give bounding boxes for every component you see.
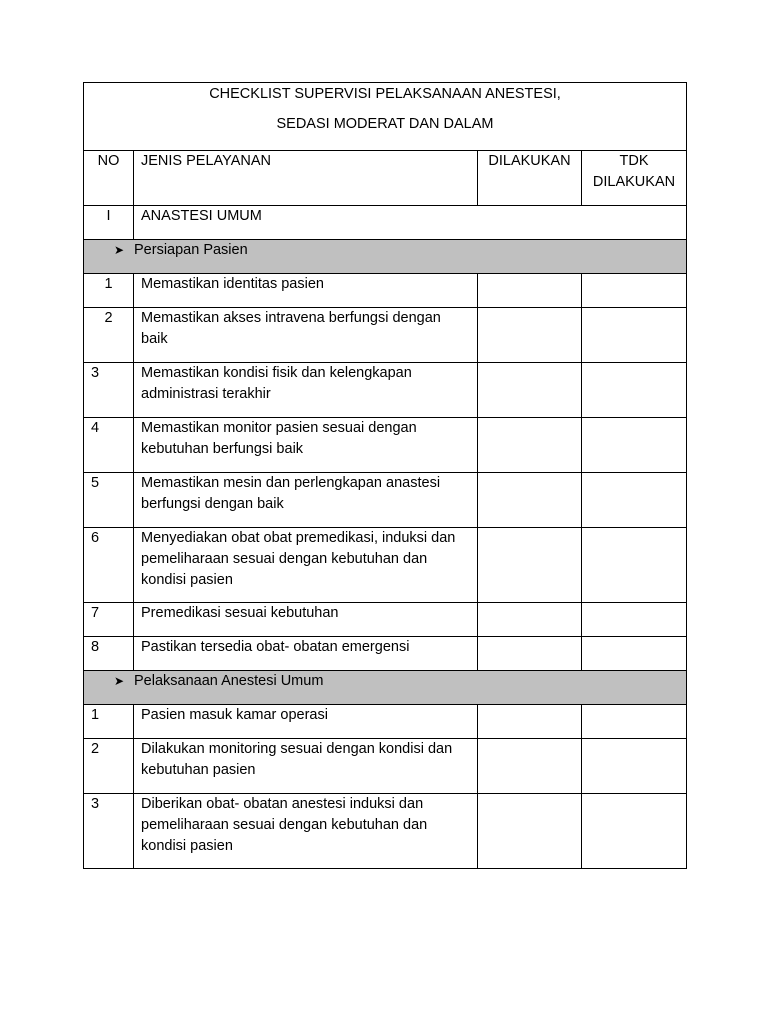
row-number: 2	[84, 739, 134, 794]
title-line-1: CHECKLIST SUPERVISI PELAKSANAAN ANESTESI,	[209, 86, 561, 102]
dilakukan-cell[interactable]	[478, 274, 582, 308]
tdk-dilakukan-cell[interactable]	[582, 363, 687, 418]
header-tdk-line-1: TDK	[619, 153, 649, 169]
checklist-row	[84, 794, 687, 869]
checklist-row	[84, 363, 687, 418]
row-number: 3	[84, 363, 134, 418]
section-label: ANASTESI UMUM	[134, 206, 687, 240]
subsection-header	[84, 671, 687, 705]
subsection-header	[84, 240, 687, 274]
subsection-label: Pelaksanaan Anestesi Umum	[134, 673, 324, 689]
row-number: 1	[84, 274, 134, 308]
row-number: 2	[84, 308, 134, 363]
row-number: 5	[84, 473, 134, 528]
dilakukan-cell[interactable]	[478, 637, 582, 671]
arrowhead-bullet-icon: ➤	[114, 243, 125, 257]
row-number: 6	[84, 528, 134, 603]
header-tdk-line-2: DILAKUKAN	[592, 174, 676, 190]
tdk-dilakukan-cell[interactable]	[582, 705, 687, 739]
tdk-dilakukan-cell[interactable]	[582, 637, 687, 671]
tdk-dilakukan-cell[interactable]	[582, 473, 687, 528]
row-number: 1	[84, 705, 134, 739]
row-description: Diberikan obat- obatan anestesi induksi dan pemeliharaan sesuai dengan kebutuhan dan kondisi pasien	[134, 794, 478, 869]
row-number: 7	[84, 603, 134, 637]
checklist-row	[84, 637, 687, 671]
row-description: Memastikan mesin dan perlengkapan anastesi berfungsi dengan baik	[134, 473, 478, 528]
dilakukan-cell[interactable]	[478, 363, 582, 418]
row-description: Premedikasi sesuai kebutuhan	[134, 603, 478, 637]
row-description: Memastikan akses intravena berfungsi dengan baik	[134, 308, 478, 363]
subsection-label: Persiapan Pasien	[134, 242, 248, 258]
dilakukan-cell[interactable]	[478, 603, 582, 637]
tdk-dilakukan-cell[interactable]	[582, 528, 687, 603]
row-description: Menyediakan obat obat premedikasi, induksi dan pemeliharaan sesuai dengan kebutuhan dan kondisi pasien	[134, 528, 478, 603]
dilakukan-cell[interactable]	[478, 705, 582, 739]
header-tdk-dilakukan	[582, 151, 687, 206]
title-line-2: SEDASI MODERAT DAN DALAM	[276, 116, 494, 132]
checklist-row	[84, 528, 687, 603]
row-description: Pastikan tersedia obat- obatan emergensi	[134, 637, 478, 671]
row-description: Pasien masuk kamar operasi	[134, 705, 478, 739]
row-description: Dilakukan monitoring sesuai dengan kondisi dan kebutuhan pasien	[134, 739, 478, 794]
tdk-dilakukan-cell[interactable]	[582, 739, 687, 794]
section-number: I	[84, 206, 134, 240]
column-header-row	[84, 151, 687, 206]
dilakukan-cell[interactable]	[478, 528, 582, 603]
section-row	[84, 206, 687, 240]
tdk-dilakukan-cell[interactable]	[582, 308, 687, 363]
document-title	[84, 83, 687, 151]
row-number: 3	[84, 794, 134, 869]
checklist-row	[84, 473, 687, 528]
row-description: Memastikan monitor pasien sesuai dengan kebutuhan berfungsi baik	[134, 418, 478, 473]
dilakukan-cell[interactable]	[478, 308, 582, 363]
subsection-row-persiapan	[84, 240, 687, 274]
header-dilakukan: DILAKUKAN	[478, 151, 582, 206]
header-jenis-pelayanan: JENIS PELAYANAN	[134, 151, 478, 206]
dilakukan-cell[interactable]	[478, 473, 582, 528]
checklist-row	[84, 418, 687, 473]
tdk-dilakukan-cell[interactable]	[582, 274, 687, 308]
checklist-row	[84, 603, 687, 637]
supervision-checklist-table	[83, 82, 687, 869]
subsection-row-pelaksanaan	[84, 671, 687, 705]
title-row	[84, 83, 687, 151]
row-number: 8	[84, 637, 134, 671]
checklist-row	[84, 308, 687, 363]
row-number: 4	[84, 418, 134, 473]
dilakukan-cell[interactable]	[478, 794, 582, 869]
tdk-dilakukan-cell[interactable]	[582, 418, 687, 473]
checklist-row	[84, 705, 687, 739]
arrowhead-bullet-icon: ➤	[114, 674, 125, 688]
row-description: Memastikan identitas pasien	[134, 274, 478, 308]
checklist-row	[84, 739, 687, 794]
tdk-dilakukan-cell[interactable]	[582, 603, 687, 637]
row-description: Memastikan kondisi fisik dan kelengkapan administrasi terakhir	[134, 363, 478, 418]
dilakukan-cell[interactable]	[478, 739, 582, 794]
checklist-row	[84, 274, 687, 308]
dilakukan-cell[interactable]	[478, 418, 582, 473]
tdk-dilakukan-cell[interactable]	[582, 794, 687, 869]
header-no: NO	[84, 151, 134, 206]
